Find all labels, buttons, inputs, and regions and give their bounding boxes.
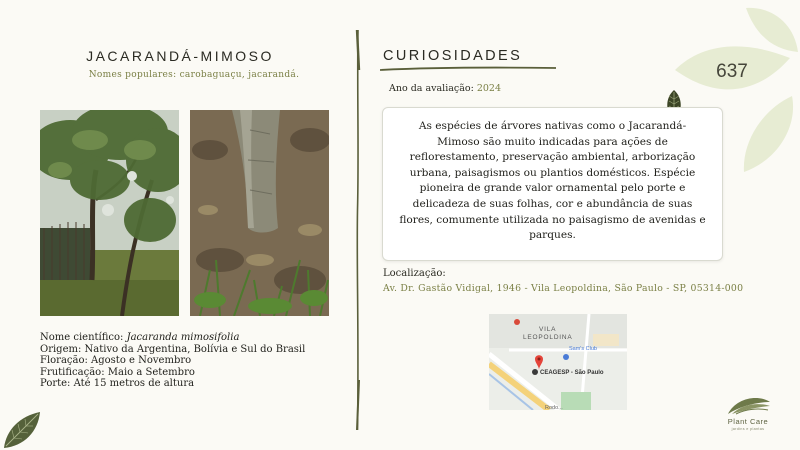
tree-title: JACARANDÁ-MIMOSO — [86, 48, 274, 64]
evaluation-year — [389, 83, 501, 94]
brand-name: Plant Care — [727, 417, 769, 426]
curiosities-text: As espécies de árvores nativas como o Jacarandá-Mimoso são muito indicadas para ações de reflorestamento, preservação ambiental, arborização urbana, paisagismos ou plantios domésticos. Espécie pioneira de grande valor ornamental pelo porte e delicadeza de suas folhas, cor e abundância de suas flores, comumente utilizada no paisagismo de avenidas e parques. — [382, 107, 723, 261]
tree-photo-trunk — [190, 110, 329, 316]
title-underline — [380, 64, 560, 74]
flowering-row: Floração: Agosto e Novembro — [40, 355, 192, 367]
bottom-leaf-icon — [0, 410, 44, 450]
location-label: Localização: — [383, 268, 446, 279]
size-row: Porte: Até 15 metros de altura — [40, 378, 195, 390]
brush-divider — [351, 30, 365, 430]
scientific-label: Nome científico: — [40, 332, 127, 343]
map-poi-1: Sam's Club — [569, 346, 597, 352]
map-district-1: VILA — [539, 326, 557, 333]
brand-tagline: jardins e plantas — [731, 427, 765, 431]
fruiting-row: Frutificação: Maio a Setembro — [40, 366, 195, 378]
map-poi-2: CEAGESP - São Paulo — [540, 370, 604, 376]
year-value: 2024 — [476, 83, 502, 94]
map-street: Rodo... — [545, 405, 563, 410]
popular-names: Nomes populares: carobaguaçu, jacarandá. — [88, 70, 300, 80]
tree-photo-canopy — [40, 110, 179, 316]
location-map[interactable] — [489, 314, 627, 410]
card-number: 637 — [716, 61, 748, 82]
scientific-name: Jacaranda mimosifolia — [126, 332, 240, 343]
origin-row: Origem: Nativo da Argentina, Bolívia e Sul do Brasil — [40, 343, 306, 355]
map-district-2: LEOPOLDINA — [523, 334, 573, 341]
curiosities-title: CURIOSIDADES — [383, 48, 523, 64]
species-facts — [40, 332, 330, 390]
year-label: Ano da avaliação: — [389, 83, 477, 94]
location-address: Av. Dr. Gastão Vidigal, 1946 - Vila Leopoldina, São Paulo - SP, 05314-000 — [383, 283, 744, 294]
scientific-name-row — [40, 332, 330, 344]
